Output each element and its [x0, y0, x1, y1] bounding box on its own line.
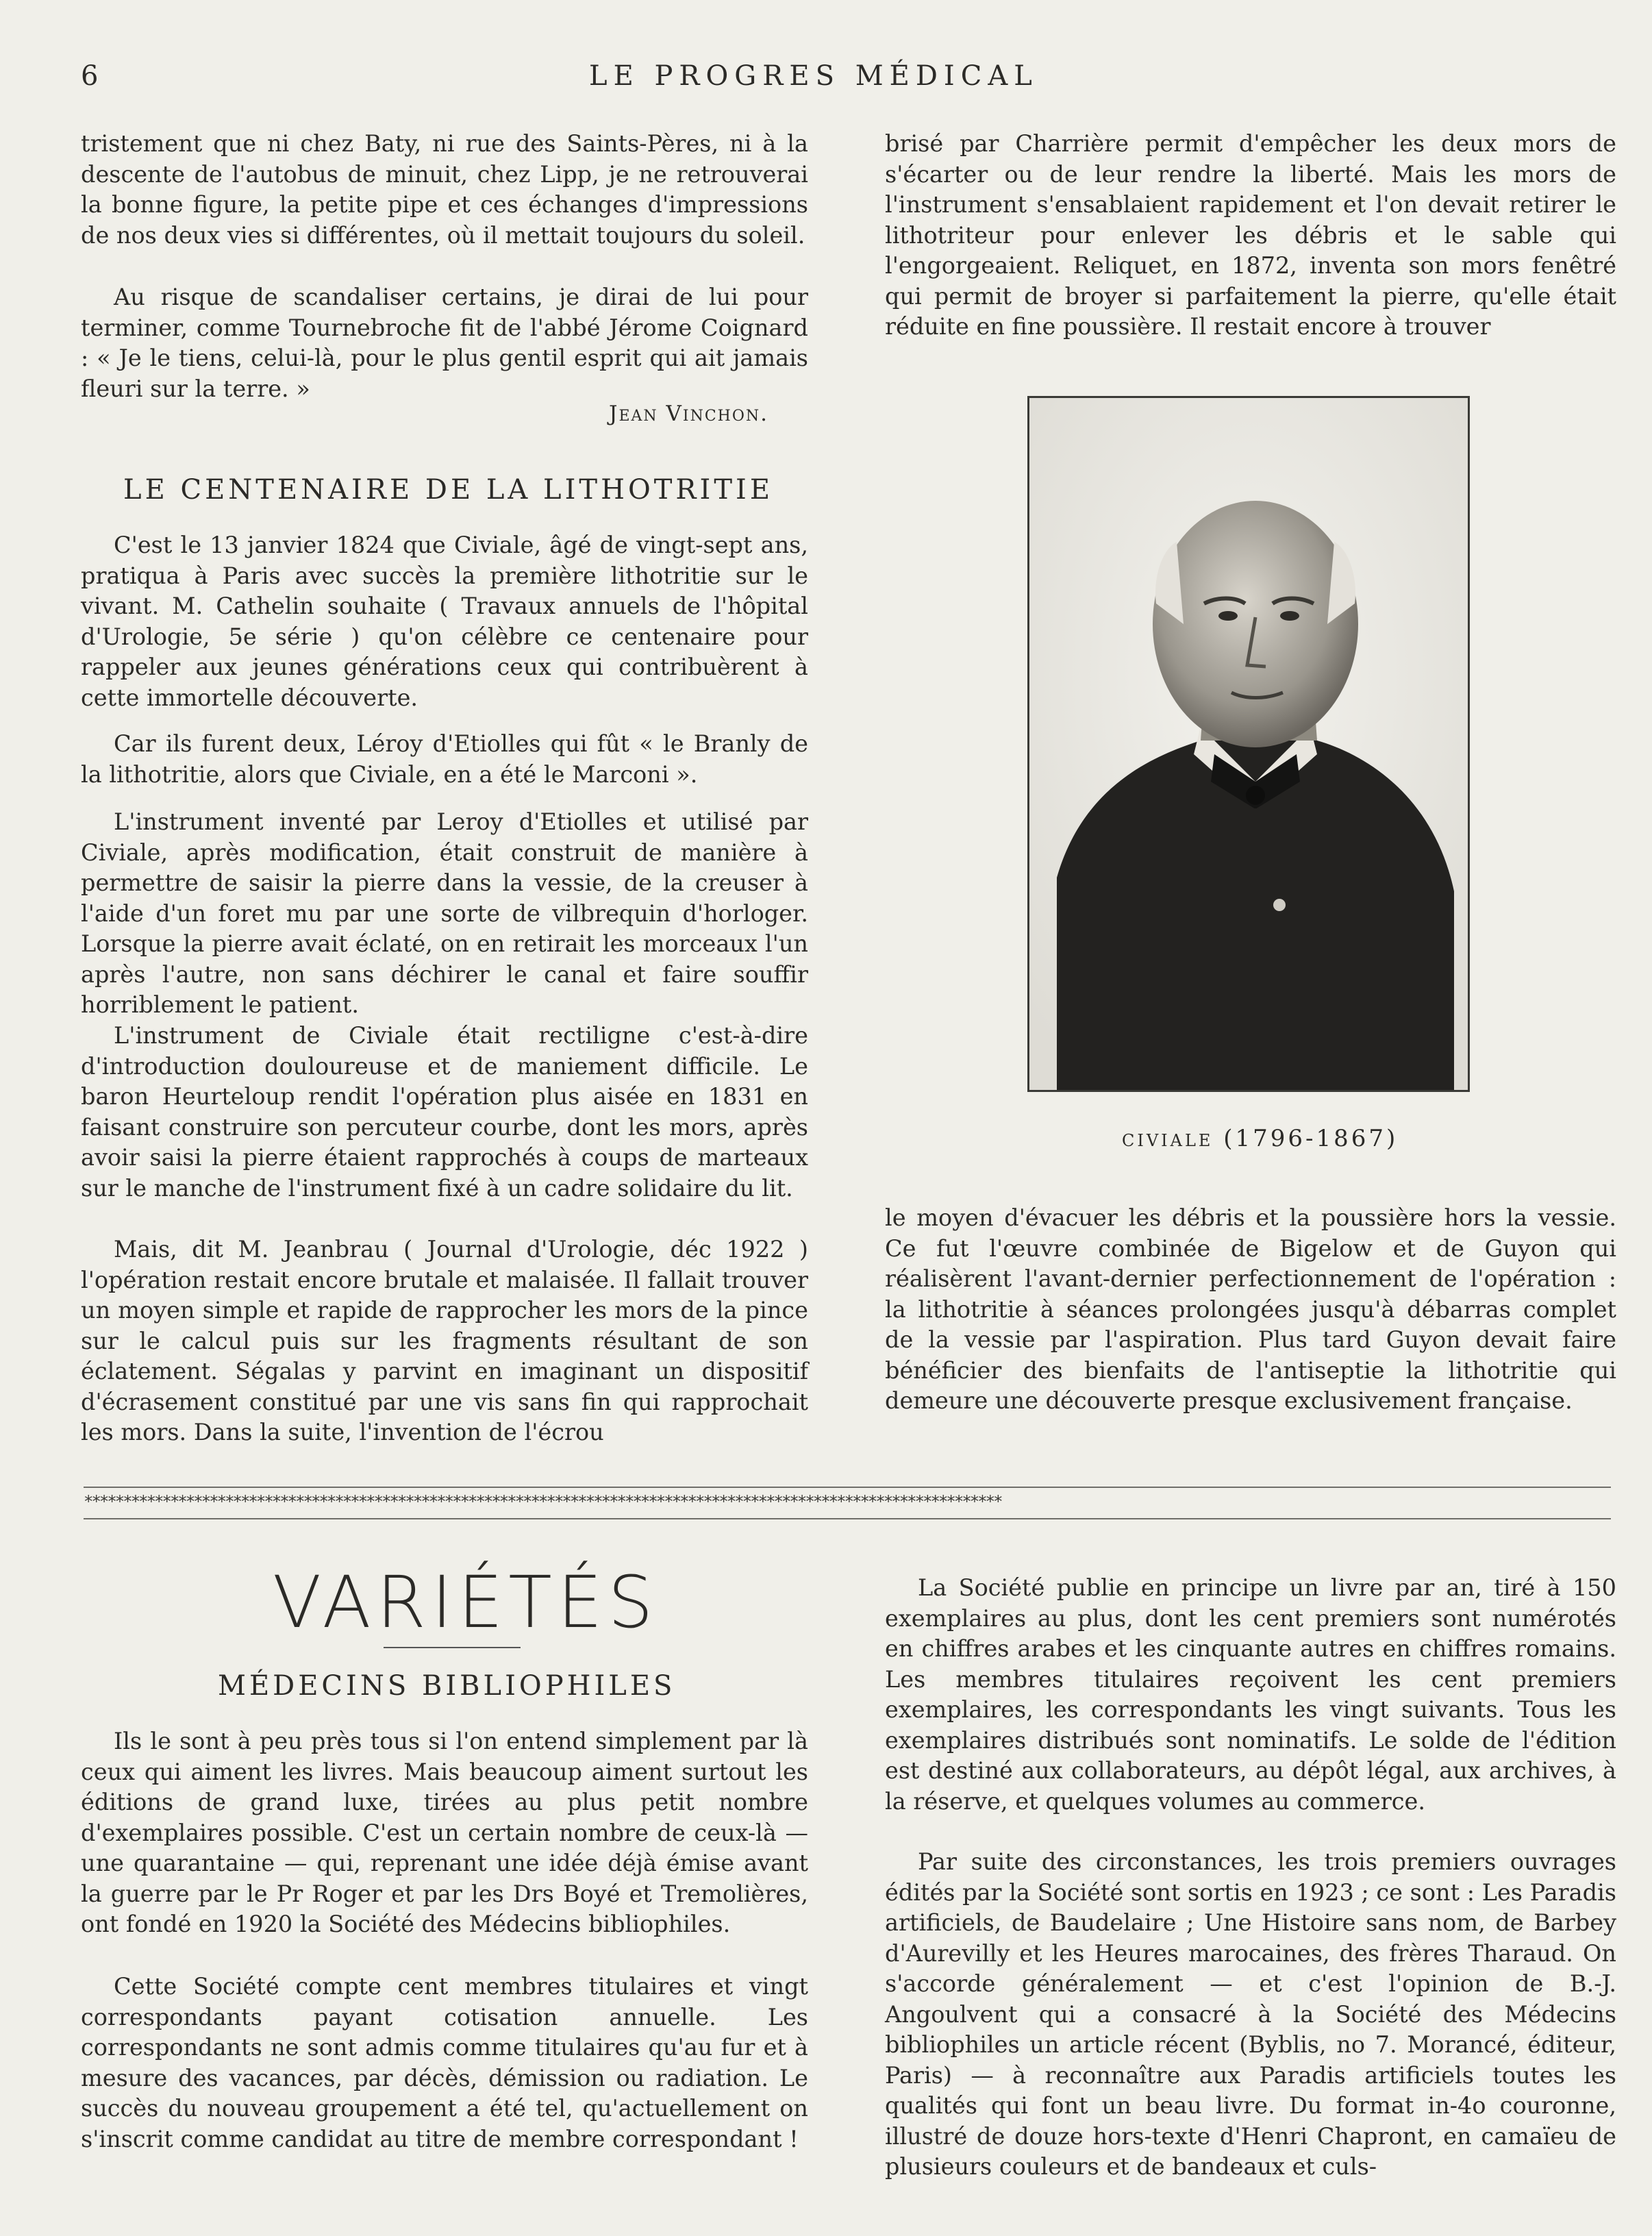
- article-paragraph: C'est le 13 janvier 1824 que Civiale, âgé de vingt-sept ans, pratiqua à Paris avec succès la première lithotritie sur le vivant. M. Cathelin souhaite ( Travaux annuels de l'hôpital d'Urologie, 5e série ) qu'on célèbre ce centenaire pour rappeler aux jeunes générations ceux qui contribuèrent à cette immortelle découverte.: [81, 532, 808, 711]
- article-paragraph: Mais, dit M. Jeanbrau ( Journal d'Urologie, déc 1922 ) l'opération restait encore brutale et malaisée. Il fallait trouver un moyen simple et rapide de rapprocher les mors de la pince sur le calcul puis sur les fragments résultant de son éclatement. Ségalas y parvint en imaginant un dispositif d'écrasement constitué par une vis sans fin qui rapprochait les mors. Dans la suite, l'invention de l'écrou: [81, 1236, 808, 1445]
- article-paragraph: Cette Société compte cent membres titulaires et vingt correspondants payant cotisation annuelle. Les correspondants ne sont admis comme titulaires qu'au fur et à mesure des vacances, par décès, démission ou radiation. Le succès du nouveau groupement a été tel, qu'actuellement on s'inscrit comme candidat au titre de membre correspondant !: [81, 1973, 808, 2152]
- portrait-caption: civiale (1796-1867): [1122, 1125, 1399, 1152]
- article-paragraph: Ils le sont à peu près tous si l'on entend simplement par là ceux qui aiment les livres. Mais beaucoup aiment surtout les éditions de grand luxe, tirées au plus petit nombre d'exemplaires possible. C'est un certain nombre de ceux-là — une quarantaine — qui, reprenant une idée déjà émise avant la guerre par le Pr Roger et par les Drs Boyé et Tremolières, ont fondé en 1920 la Société des Médecins bibliophiles.: [81, 1728, 808, 1937]
- portrait-photo: [1027, 396, 1470, 1092]
- author-signature: Jean Vinchon.: [609, 401, 768, 426]
- article-paragraph: L'instrument inventé par Leroy d'Etiolles et utilisé par Civiale, après modification, était construit de manière à permettre de saisir la pierre dans la vessie, de la creuser à l'aide d'un foret mu par une sorte de vilbrequin d'horloger. Lorsque la pierre avait éclaté, on en retirait les morceaux l'un après l'autre, non sans déchirer le canal et faire souffir horriblement le patient.: [81, 808, 808, 1018]
- article-paragraph: La Société publie en principe un livre par an, tiré à 150 exemplaires au plus, dont les cent premiers sont numérotés en chiffres arabes et les cinquante autres en chiffres romains. Les membres titulaires reçoivent les cent premiers exemplaires, les correspondants les vingt suivants. Tous les exemplaires distribués sont nominatifs. Le solde de l'édition est destiné aux collaborateurs, au dépôt légal, aux archives, à la réserve, et quelques volumes au commerce.: [885, 1574, 1616, 1815]
- article-paragraph: brisé par Charrière permit d'empêcher les deux mors de s'écarter ou de leur rendre la liberté. Mais les mors de l'instrument s'ensablaient rapidement et l'on devait retirer le lithotriteur pour enlever les débris et le sable qui l'engorgeaient. Reliquet, en 1872, inventa son mors fenêtré qui permit de broyer si parfaitement la pierre, qu'elle était réduite en fine poussière. Il restait encore à trouver: [885, 130, 1616, 340]
- asterisk-separator: *********************************************************************************************************************: [84, 1487, 1611, 1519]
- subsection-title: MÉDECINS BIBLIOPHILES: [218, 1670, 676, 1702]
- article-paragraph: L'instrument de Civiale était rectiligne c'est-à-dire d'introduction douloureuse et de maniement difficile. Le baron Heurteloup rendit l'opération plus aisée en 1831 en faisant construire son percuteur courbe, dont les mors, après avoir saisi la pierre étaient rapprochés à coups de marteaux sur le manche de l'instrument fixé à un cadre solidaire du lit.: [81, 1022, 808, 1202]
- running-title: LE PROGRES MÉDICAL: [589, 60, 1038, 92]
- article-paragraph: Car ils furent deux, Léroy d'Etiolles qui fût « le Branly de la lithotritie, alors que Civiale, en a été le Marconi ».: [81, 730, 808, 788]
- page-number: 6: [81, 60, 99, 92]
- vinchon-paragraph: Au risque de scandaliser certains, je dirai de lui pour terminer, comme Tournebroche fit de l'abbé Jérome Coignard : « Je le tiens, celui-là, pour le plus gentil esprit qui ait jamais fleuri sur la terre. »: [81, 284, 808, 402]
- article-paragraph: Par suite des circonstances, les trois premiers ouvrages édités par la Société sont sortis en 1923 ; ce sont : Les Paradis artificiels, de Baudelaire ; Une Histoire sans nom, de Barbey d'Aurevilly et les Heures marocaines, des frères Tharaud. On s'accorde généralement — et c'est l'opinion de B.-J. Angoulvent qui a consacré à la Société des Médecins bibliophiles un article récent (Byblis, no 7. Morancé, éditeur, Paris) — à reconnaître aux Paradis artificiels toutes les qualités qui font un beau livre. Du format in-4o couronne, illustré de douze hors-texte d'Henri Chapront, en camaïeu de plusieurs couleurs et de bandeaux et culs-: [885, 1848, 1616, 2180]
- vinchon-paragraph: tristement que ni chez Baty, ni rue des Saints-Pères, ni à la descente de l'autobus de minuit, chez Lipp, je ne retrouverai la bonne figure, la petite pipe et ces échanges d'impressions de nos deux vies si différentes, où il mettait toujours du soleil.: [81, 130, 808, 249]
- section-title: LE CENTENAIRE DE LA LITHOTRITIE: [123, 474, 774, 506]
- heading-rule: [384, 1647, 521, 1648]
- civiale-portrait-icon: [1029, 398, 1468, 1090]
- article-paragraph: le moyen d'évacuer les débris et la poussière hors la vessie. Ce fut l'œuvre combinée de Bigelow et de Guyon qui réalisèrent l'avant-dernier perfectionnement de l'opération : la lithotritie à séances prolongées jusqu'à débarras complet de la vessie par l'aspiration. Plus tard Guyon devait faire bénéficier des bienfaits de l'antiseptie la lithotritie qui demeure une découverte presque exclusivement française.: [885, 1204, 1616, 1414]
- varietes-heading: VARIÉTÉS: [273, 1561, 659, 1644]
